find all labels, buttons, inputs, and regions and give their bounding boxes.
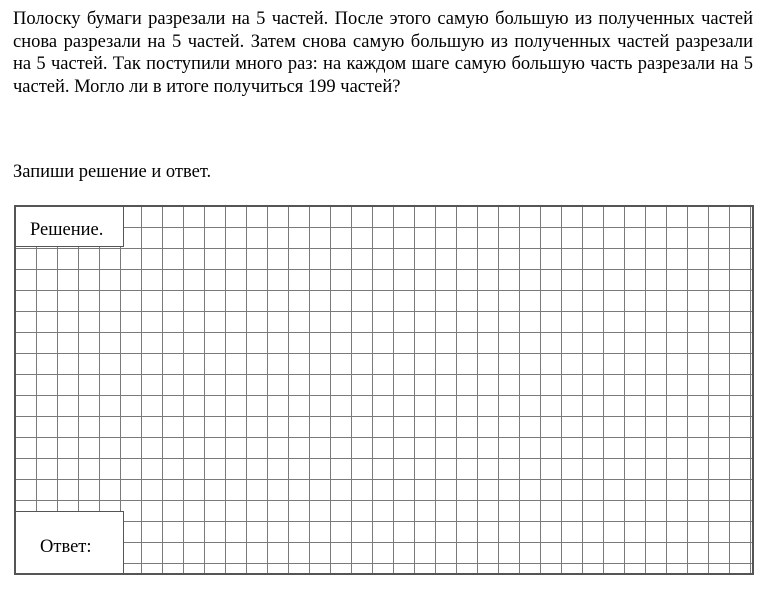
solution-label-box: [16, 207, 124, 247]
answer-label-box: [16, 511, 124, 573]
answer-label: Ответ:: [40, 537, 92, 557]
answer-grid[interactable]: [14, 205, 754, 575]
instruction-text: Запиши решение и ответ.: [13, 162, 212, 182]
problem-text: Полоску бумаги разрезали на 5 частей. После этого самую большую из полученных частей снова разрезали на 5 частей. Затем снова самую большую из полученных частей разрезали на 5 частей. Так поступили много раз: на каждом шаге самую большую часть разрезали на 5 частей. Могло ли в итоге получиться 199 частей?: [13, 9, 753, 97]
solution-label: Решение.: [30, 220, 104, 240]
